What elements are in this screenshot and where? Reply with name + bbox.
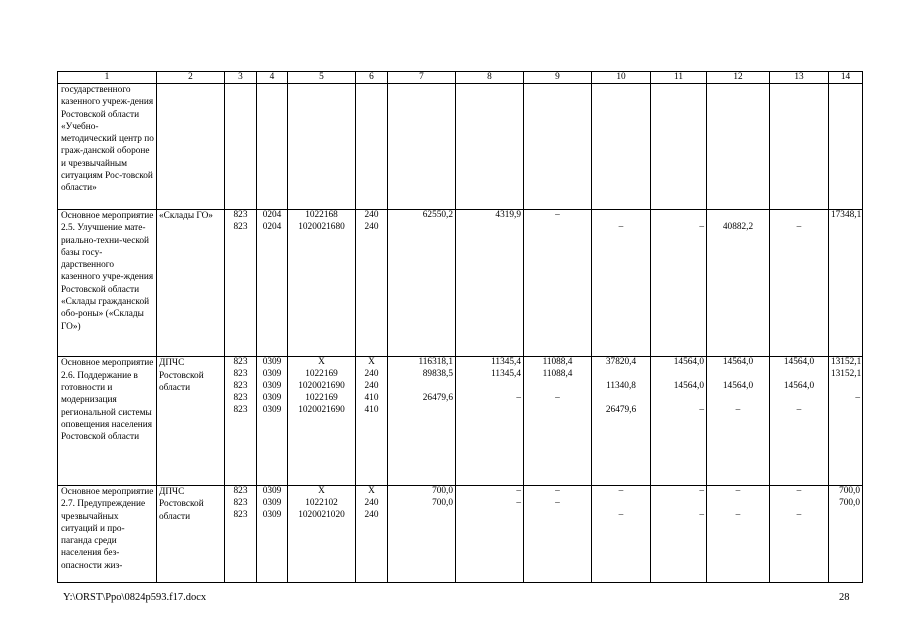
executor-cell <box>157 84 225 210</box>
header-cell-10: 10 <box>592 72 651 84</box>
col-2018-cell <box>651 498 707 510</box>
col-2016-cell <box>524 84 592 210</box>
col-2015-cell: – <box>456 393 524 405</box>
col-kgrbs-cell: 823 <box>225 498 257 510</box>
col-2018-cell: – <box>651 222 707 357</box>
col-2017-cell <box>592 393 651 405</box>
col-csr-cell: 1020021690 <box>288 381 356 393</box>
col-total-cell: 700,0 <box>829 485 863 497</box>
col-kgrbs-cell: 823 <box>225 405 257 486</box>
col-csr-cell <box>288 84 356 210</box>
col-2014-cell: 116318,1 <box>388 357 456 369</box>
col-2014-cell <box>388 510 456 583</box>
col-rz-pr-cell: 0309 <box>257 485 288 497</box>
col-csr-cell: 1022169 <box>288 369 356 381</box>
col-vr-cell: Х <box>356 357 388 369</box>
col-2015-cell: 11345,4 <box>456 357 524 369</box>
col-2016-cell <box>524 405 592 486</box>
col-2014-cell: 700,0 <box>388 485 456 497</box>
col-2017-cell: – <box>592 510 651 583</box>
col-2019-cell <box>707 369 770 381</box>
col-2019-cell: – <box>707 405 770 486</box>
col-2014-cell <box>388 381 456 393</box>
table-row <box>58 485 863 497</box>
col-2019-cell <box>707 210 770 222</box>
col-total-cell <box>829 84 863 210</box>
col-2018-cell: 14564,0 <box>651 357 707 369</box>
col-2020-cell <box>770 84 829 210</box>
col-2019-cell: – <box>707 485 770 497</box>
table-row <box>58 210 863 222</box>
col-vr-cell: 410 <box>356 405 388 486</box>
col-2015-cell <box>456 510 524 583</box>
col-total-cell: 13152,1 <box>829 369 863 381</box>
col-total-cell: – <box>829 393 863 405</box>
col-2016-cell <box>524 381 592 393</box>
col-2016-cell: 11088,4 <box>524 369 592 381</box>
col-vr-cell: 240 <box>356 210 388 222</box>
header-cell-5: 5 <box>288 72 356 84</box>
col-2014-cell: 700,0 <box>388 498 456 510</box>
col-2020-cell <box>770 369 829 381</box>
col-2014-cell: 62550,2 <box>388 210 456 222</box>
col-vr-cell: 240 <box>356 222 388 357</box>
col-rz-pr-cell: 0309 <box>257 369 288 381</box>
executor-cell: «Склады ГО» <box>157 210 225 357</box>
col-2019-cell <box>707 84 770 210</box>
measure-name-cell: Основное мероприятие 2.7. Предупреждение чрезвычайных ситуаций и про-паганда среди населения без-опасности жиз- <box>58 485 157 582</box>
col-2019-cell <box>707 393 770 405</box>
col-kgrbs-cell: 823 <box>225 222 257 357</box>
col-rz-pr-cell <box>257 84 288 210</box>
col-total-cell <box>829 222 863 357</box>
col-2016-cell: – <box>524 485 592 497</box>
col-rz-pr-cell: 0204 <box>257 222 288 357</box>
col-2017-cell: 37820,4 <box>592 357 651 369</box>
header-cell-13: 13 <box>770 72 829 84</box>
col-2016-cell: 11088,4 <box>524 357 592 369</box>
col-rz-pr-cell: 0309 <box>257 381 288 393</box>
col-2016-cell: – <box>524 210 592 222</box>
col-2017-cell <box>592 84 651 210</box>
col-2019-cell: 14564,0 <box>707 381 770 393</box>
col-2020-cell: – <box>770 485 829 497</box>
col-total-cell: 13152,1 <box>829 357 863 369</box>
col-2014-cell <box>388 84 456 210</box>
col-2019-cell: 14564,0 <box>707 357 770 369</box>
col-2015-cell <box>456 405 524 486</box>
col-kgrbs-cell: 823 <box>225 485 257 497</box>
col-2018-cell <box>651 210 707 222</box>
col-2018-cell: – <box>651 405 707 486</box>
col-rz-pr-cell: 0309 <box>257 405 288 486</box>
col-2015-cell: 4319,9 <box>456 210 524 222</box>
col-2020-cell: – <box>770 405 829 486</box>
col-kgrbs-cell: 823 <box>225 381 257 393</box>
col-2014-cell: 89838,5 <box>388 369 456 381</box>
header-cell-7: 7 <box>388 72 456 84</box>
col-2015-cell: 11345,4 <box>456 369 524 381</box>
col-csr-cell: 1022168 <box>288 210 356 222</box>
col-kgrbs-cell: 823 <box>225 393 257 405</box>
col-rz-pr-cell: 0309 <box>257 498 288 510</box>
col-csr-cell: 1020021680 <box>288 222 356 357</box>
col-csr-cell: 1020021690 <box>288 405 356 486</box>
executor-cell: ДПЧС Ростовской области <box>157 357 225 485</box>
header-cell-12: 12 <box>707 72 770 84</box>
col-2014-cell <box>388 405 456 486</box>
col-kgrbs-cell: 823 <box>225 510 257 583</box>
col-2020-cell <box>770 210 829 222</box>
table-row <box>58 357 863 369</box>
col-csr-cell: 1022102 <box>288 498 356 510</box>
col-kgrbs-cell: 823 <box>225 210 257 222</box>
col-2020-cell: 14564,0 <box>770 357 829 369</box>
col-2015-cell <box>456 84 524 210</box>
header-cell-9: 9 <box>524 72 592 84</box>
col-kgrbs-cell: 823 <box>225 357 257 369</box>
col-2020-cell: – <box>770 222 829 357</box>
col-csr-cell: 1020021020 <box>288 510 356 583</box>
col-2017-cell <box>592 369 651 381</box>
col-rz-pr-cell: 0204 <box>257 210 288 222</box>
col-2017-cell <box>592 498 651 510</box>
col-vr-cell: 240 <box>356 498 388 510</box>
col-2019-cell: 40882,2 <box>707 222 770 357</box>
col-2018-cell <box>651 393 707 405</box>
measure-name-cell: государственного казенного учреж-дения Ростовской области «Учебно-методический центр по граж-данской обороне и чрезвычайным ситуациям Рос-товской области» <box>58 84 157 210</box>
header-cell-1: 1 <box>58 72 157 84</box>
col-kgrbs-cell <box>225 84 257 210</box>
col-2018-cell <box>651 84 707 210</box>
header-cell-3: 3 <box>225 72 257 84</box>
col-csr-cell: Х <box>288 485 356 497</box>
header-cell-11: 11 <box>651 72 707 84</box>
col-2014-cell: 26479,6 <box>388 393 456 405</box>
col-2017-cell: 11340,8 <box>592 381 651 393</box>
col-2018-cell <box>651 369 707 381</box>
col-vr-cell: Х <box>356 485 388 497</box>
header-cell-8: 8 <box>456 72 524 84</box>
col-2017-cell <box>592 210 651 222</box>
col-2015-cell <box>456 222 524 357</box>
col-csr-cell: Х <box>288 357 356 369</box>
col-kgrbs-cell: 823 <box>225 369 257 381</box>
col-2015-cell: – <box>456 485 524 497</box>
measure-name-cell: Основное мероприятие 2.5. Улучшение мате-риально-техни-ческой базы госу-дарственного казенного учре-ждения Ростовской области «Склады гражданской обо-роны» («Склады ГО») <box>58 210 157 357</box>
footer-file-path: Y:\ORST\Ppo\0824p593.f17.docx <box>63 592 207 603</box>
col-2017-cell: 26479,6 <box>592 405 651 486</box>
col-csr-cell: 1022169 <box>288 393 356 405</box>
executor-cell: ДПЧС Ростовской области <box>157 485 225 582</box>
col-2016-cell: – <box>524 393 592 405</box>
col-vr-cell: 240 <box>356 369 388 381</box>
col-vr-cell: 410 <box>356 393 388 405</box>
header-cell-2: 2 <box>157 72 225 84</box>
header-cell-14: 14 <box>829 72 863 84</box>
budget-table <box>57 71 863 583</box>
col-total-cell <box>829 405 863 486</box>
col-total-cell: 17348,1 <box>829 210 863 222</box>
table-row <box>58 84 863 210</box>
col-vr-cell: 240 <box>356 381 388 393</box>
col-vr-cell: 240 <box>356 510 388 583</box>
col-2014-cell <box>388 222 456 357</box>
measure-name-cell: Основное мероприятие 2.6. Поддержание в готовности и модернизация региональной системы оповещения населения Ростовской области <box>58 357 157 485</box>
col-2018-cell: – <box>651 510 707 583</box>
col-total-cell: 700,0 <box>829 498 863 510</box>
col-2016-cell <box>524 510 592 583</box>
col-2019-cell <box>707 498 770 510</box>
col-total-cell <box>829 381 863 393</box>
col-2020-cell <box>770 393 829 405</box>
header-cell-6: 6 <box>356 72 388 84</box>
col-2019-cell: – <box>707 510 770 583</box>
col-2015-cell <box>456 381 524 393</box>
col-vr-cell <box>356 84 388 210</box>
col-2016-cell: – <box>524 498 592 510</box>
footer-page-number: 28 <box>839 592 850 603</box>
col-2017-cell: – <box>592 222 651 357</box>
col-2018-cell: 14564,0 <box>651 381 707 393</box>
col-rz-pr-cell: 0309 <box>257 393 288 405</box>
col-2018-cell: – <box>651 485 707 497</box>
header-row <box>58 72 863 84</box>
col-2015-cell: – <box>456 498 524 510</box>
col-2020-cell: 14564,0 <box>770 381 829 393</box>
col-2016-cell <box>524 222 592 357</box>
col-rz-pr-cell: 0309 <box>257 357 288 369</box>
header-cell-4: 4 <box>257 72 288 84</box>
col-2020-cell: – <box>770 510 829 583</box>
col-rz-pr-cell: 0309 <box>257 510 288 583</box>
col-2020-cell <box>770 498 829 510</box>
col-total-cell <box>829 510 863 583</box>
col-2017-cell: – <box>592 485 651 497</box>
